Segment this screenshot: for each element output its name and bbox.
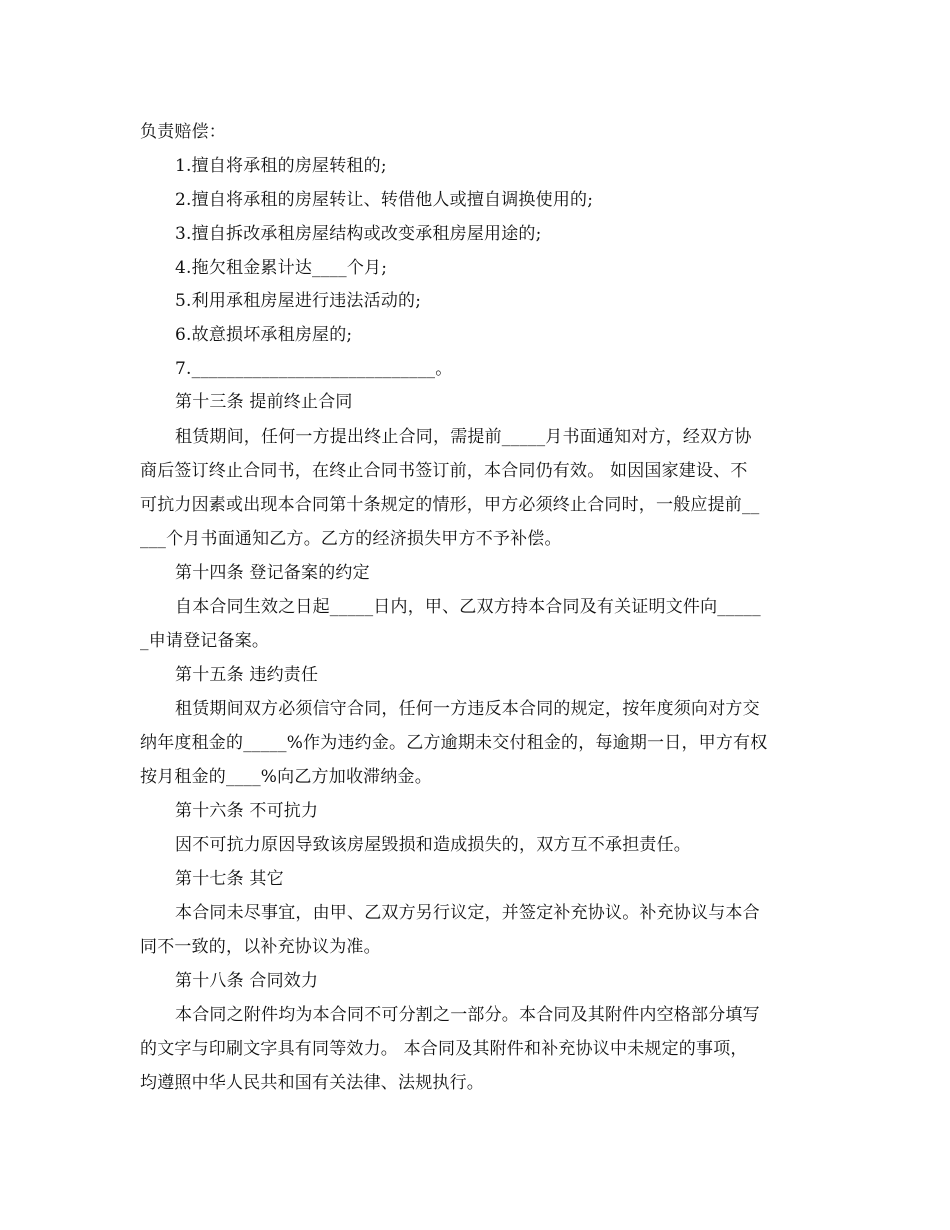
article-heading: 第十三条 提前终止合同 bbox=[175, 392, 353, 412]
paragraph-line: _申请登记备案。 bbox=[140, 631, 270, 651]
paragraph-line: ___个月书面通知乙方。乙方的经济损失甲方不予补偿。 bbox=[140, 529, 562, 549]
article-heading: 第十四条 登记备案的约定 bbox=[175, 563, 370, 583]
paragraph-line: 同不一致的，以补充协议为准。 bbox=[140, 937, 381, 957]
list-item: 6.故意损坏承租房屋的; bbox=[175, 325, 353, 345]
paragraph-line: 商后签订终止合同书，在终止合同书签订前，本合同仍有效。 如因国家建设、不 bbox=[140, 461, 748, 481]
list-item: 3.擅自拆改承租房屋结构或改变承租房屋用途的; bbox=[175, 224, 542, 244]
paragraph-line: 本合同之附件均为本合同不可分割之一部分。本合同及其附件内空格部分填写 bbox=[175, 1005, 760, 1025]
list-item: 4.拖欠租金累计达____个月; bbox=[175, 258, 388, 278]
list-item: 1.擅自将承租的房屋转租的; bbox=[175, 156, 387, 176]
paragraph-line: 按月租金的____%向乙方加收滞纳金。 bbox=[140, 767, 432, 787]
paragraph-line: 可抗力因素或出现本合同第十条规定的情形，甲方必须终止合同时，一般应提前__ bbox=[140, 495, 760, 515]
paragraph-line: 因不可抗力原因导致该房屋毁损和造成损失的，双方互不承担责任。 bbox=[175, 835, 691, 855]
paragraph-line: 的文字与印刷文字具有同等效力。 本合同及其附件和补充协议中未规定的事项， bbox=[140, 1039, 748, 1059]
paragraph-line: 租赁期间双方必须信守合同，任何一方违反本合同的规定，按年度须向对方交 bbox=[175, 699, 760, 719]
paragraph-line: 纳年度租金的_____%作为违约金。乙方逾期未交付租金的，每逾期一日，甲方有权 bbox=[140, 733, 768, 753]
article-heading: 第十七条 其它 bbox=[175, 869, 284, 889]
paragraph-line: 租赁期间，任何一方提出终止合同，需提前_____月书面通知对方，经双方协 bbox=[175, 427, 752, 447]
text-line: 负责赔偿： bbox=[140, 122, 226, 142]
list-item: 2.擅自将承租的房屋转让、转借他人或擅自调换使用的; bbox=[175, 190, 594, 210]
paragraph-line: 自本合同生效之日起_____日内，甲、乙双方持本合同及有关证明文件向_____ bbox=[175, 597, 761, 617]
article-heading: 第十八条 合同效力 bbox=[175, 971, 319, 991]
article-heading: 第十六条 不可抗力 bbox=[175, 801, 319, 821]
list-item: 5.利用承租房屋进行违法活动的; bbox=[175, 291, 422, 311]
list-item: 7.____________________________。 bbox=[175, 359, 453, 379]
paragraph-line: 本合同未尽事宜，由甲、乙双方另行议定，并签定补充协议。补充协议与本合 bbox=[175, 903, 760, 923]
paragraph-line: 均遵照中华人民共和国有关法律、法规执行。 bbox=[140, 1073, 484, 1093]
article-heading: 第十五条 违约责任 bbox=[175, 665, 319, 685]
